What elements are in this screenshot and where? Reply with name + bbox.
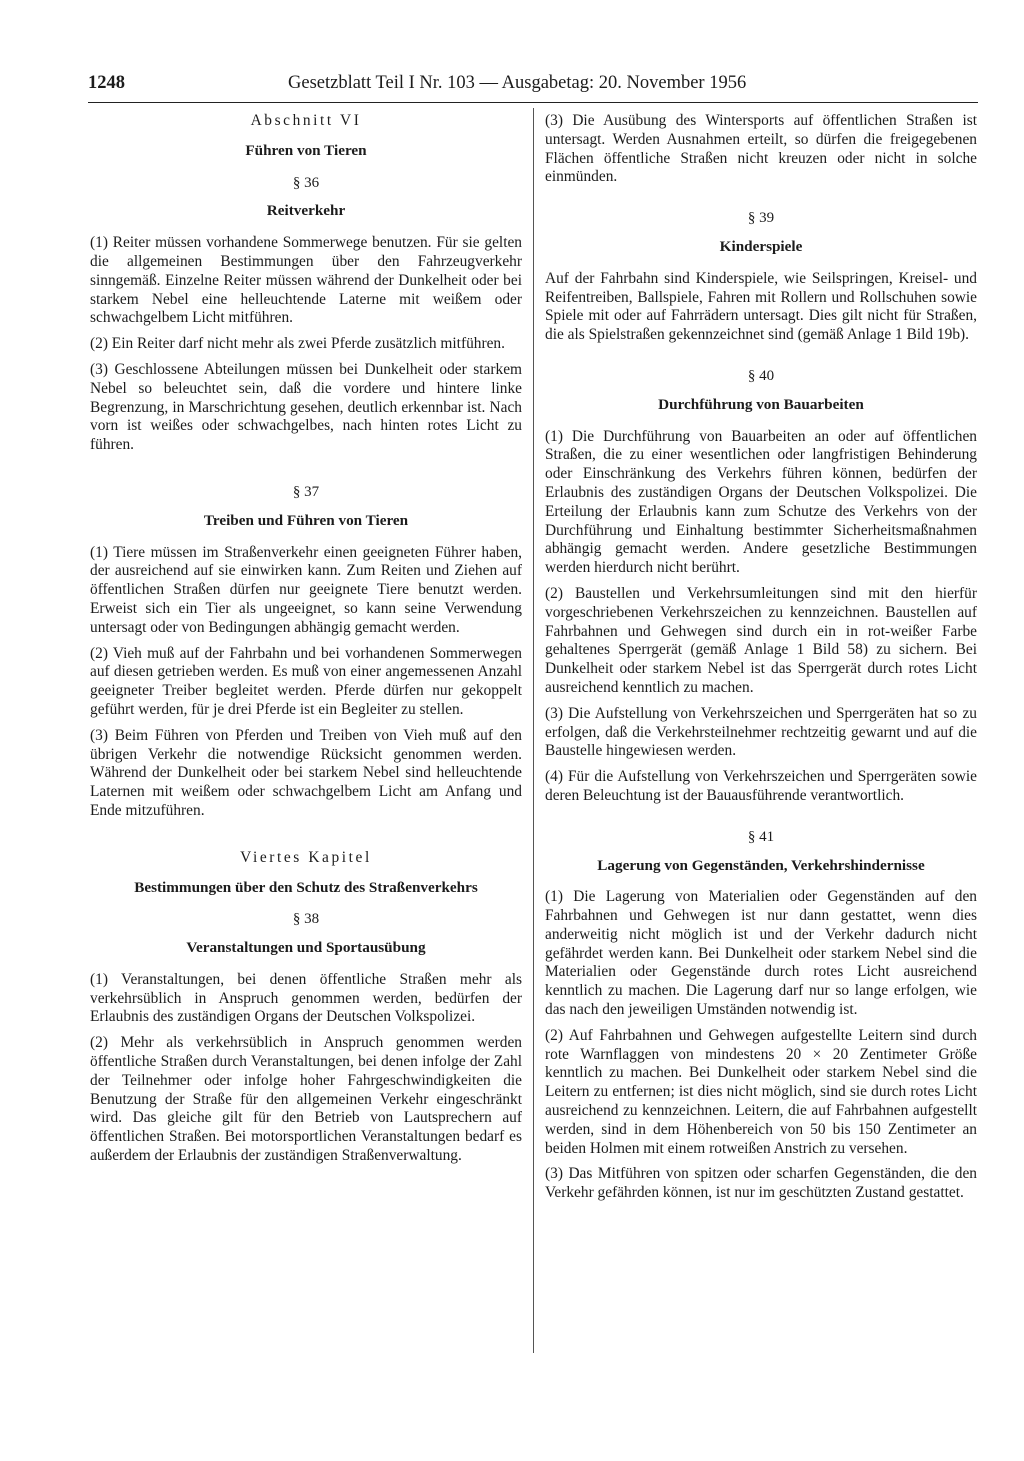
right-column (545, 112, 977, 1210)
section-heading-abschnitt: Abschnitt VI (250, 112, 362, 129)
paragraph-text: (3) Geschlossene Abteilungen müssen bei Dunkelheit oder starkem Nebel so beleuchtet sein, daß die vordere und hintere linke Begrenzung, in Marschrichtung gesehen, deutlich erkennbar ist. Nach vorn ist weißes oder schwachgelbes, nach hinten rotes Licht zu führen. (90, 360, 522, 454)
page-number: 1248 (88, 73, 125, 93)
paragraph-sign-36: § 36 (292, 174, 320, 191)
paragraph-text: (2) Vieh muß auf der Fahrbahn und bei vorhandenen Sommerwegen auf diesen getrieben werden. Es muß von einer angemessenen Anzahl geeigneter Treiber begleitet werden. Pferde dürfen nur gekoppelt geführt werden, für je drei Pferde ist ein Begleiter zu stellen. (90, 644, 522, 718)
paragraph-sign-40: § 40 (747, 367, 775, 384)
paragraph-sign-41: § 41 (747, 828, 775, 845)
paragraph-text: (3) Das Mitführen von spitzen oder scharfen Gegenständen, die den Verkehr gefährden können, ist nur im geschützten Zustand gestattet. (545, 1165, 977, 1202)
paragraph-sign-37: § 37 (292, 483, 320, 500)
paragraph-title-38: Veranstaltungen und Sportausübung (186, 939, 426, 957)
column-divider (533, 108, 534, 1353)
paragraph-title-39: Kinderspiele (719, 237, 803, 255)
paragraph-text: (3) Beim Führen von Pferden und Treiben von Vieh muß auf den übrigen Verkehr die notwendige Rücksicht genommen werden. Während der Dunkelheit oder bei starkem Nebel sind helleuchtende Laternen mit weißem oder schwachgelbem Licht am Anfang und Ende mitzuführen. (90, 726, 522, 819)
paragraph-text: (1) Die Durchführung von Bauarbeiten an oder auf öffentlichen Straßen, die zu einer wesentlichen oder langfristigen Behinderung oder Einschränkung des Verkehrs führen können, bedürfen der Erlaubnis des zuständigen Organs der Deutschen Volkspolizei. Die Erteilung der Erlaubnis kann zum Schutze des Verkehrs von der Durchführung und Einhaltung bestimmter Sicherheitsmaßnahmen abhängig gemacht werden. Andere gesetzliche Bestimmungen werden hierdurch nicht berührt. (545, 427, 977, 577)
paragraph-sign-38: § 38 (292, 911, 320, 928)
paragraph-title-36: Reitverkehr (266, 202, 346, 220)
paragraph-text: (1) Tiere müssen im Straßenverkehr einen geeigneten Führer haben, der ausreichend auf sie einwirken kann. Zum Reiten und Ziehen auf öffentlichen Straßen dürfen nur geeignete Tiere benutzt werden. Erweist sich ein Tier als ungeeignet, so kann seine Verwendung untersagt oder von Bedingungen abhängig gemacht werden. (90, 543, 522, 636)
paragraph-sign-39: § 39 (747, 210, 775, 227)
chapter-heading: Viertes Kapitel (240, 848, 372, 866)
paragraph-title-37: Treiben und Führen von Tieren (203, 511, 409, 529)
left-column (90, 112, 522, 1173)
paragraph-text: (3) Die Ausübung des Wintersports auf öffentlichen Straßen ist untersagt. Werden Ausnahmen erteilt, so dürfen die freigegebenen Flächen öffentliche Straßen nicht kreuzen oder nicht in solche einmünden. (545, 112, 977, 186)
paragraph-text: (4) Für die Aufstellung von Verkehrszeichen und Sperrgeräten sowie deren Beleuchtung ist der Bauausführende verantwortlich. (545, 768, 977, 804)
chapter-title: Bestimmungen über den Schutz des Straßenverkehrs (134, 878, 478, 896)
page-header (88, 72, 978, 103)
paragraph-title-40: Durchführung von Bauarbeiten (658, 395, 864, 413)
paragraph-text: (1) Reiter müssen vorhandene Sommerwege benutzen. Für sie gelten die allgemeinen Bestimmungen über den Fahrzeugverkehr sinngemäß. Einzelne Reiter müssen während der Dunkelheit oder bei starkem Nebel eine helleuchtende Laterne mit weißem oder schwachgelbem Licht mitführen. (90, 234, 522, 327)
paragraph-title-41: Lagerung von Gegenständen, Verkehrshindernisse (597, 856, 925, 874)
paragraph-text: (1) Die Lagerung von Materialien oder Gegenständen auf den Fahrbahnen und Gehwegen ist nur dann gestattet, wenn dies anderweitig nicht möglich ist und der Verkehr dadurch nicht gefährdet werden kann. Bei Dunkelheit oder starkem Nebel sind die Materialien oder Gegenstände durch rotes Licht ausreichend kenntlich zu machen. Die Lagerung darf nur so lange erfolgen, wie das nach den jeweiligen Umständen notwendig ist. (545, 888, 977, 1019)
paragraph-text: (3) Die Aufstellung von Verkehrszeichen und Sperrgeräten hat so zu erfolgen, daß die Verkehrsteilnehmer rechtzeitig gewarnt und auf die Baustelle hingewiesen werden. (545, 704, 977, 760)
paragraph-text: (2) Ein Reiter darf nicht mehr als zwei Pferde zusätzlich mitführen. (90, 335, 505, 353)
paragraph-text: (1) Veranstaltungen, bei denen öffentliche Straßen mehr als verkehrsüblich in Anspruch genommen werden, bedürfen der Erlaubnis des zuständigen Organs der Deutschen Volkspolizei. (90, 970, 522, 1026)
paragraph-text: (2) Baustellen und Verkehrsumleitungen sind mit den hierfür vorgeschriebenen Verkehrszeichen zu kennzeichnen. Baustellen auf Fahrbahnen und Gehwegen sind durch ein in rot-weißer Farbe gehaltenes Sperrgerät (gemäß Anlage 1 Bild 58) zu sichern. Bei Dunkelheit oder starkem Nebel ist das Sperrgerät durch rotes Licht ausreichend kenntlich zu machen. (545, 584, 977, 696)
paragraph-text: (2) Auf Fahrbahnen und Gehwegen aufgestellte Leitern sind durch rote Warnflaggen von mindestens 20 × 20 Zentimeter Größe kenntlich zu machen. Bei Dunkelheit oder starkem Nebel sind die Leitern zu entfernen; ist dies nicht möglich, sind sie durch rotes Licht ausreichend zu kennzeichnen. Leitern, die auf Fahrbahnen aufgestellt werden, sind in dem Höhenbereich von 50 bis 150 Zentimeter an beiden Holmen mit einem rotweißen Anstrich zu versehen. (545, 1026, 977, 1157)
section-title-abschnitt: Führen von Tieren (245, 141, 367, 159)
paragraph-text: (2) Mehr als verkehrsüblich in Anspruch genommen werden öffentliche Straßen durch Veranstaltungen, bei denen infolge der Zahl der Teilnehmer oder infolge hoher Fahrgeschwindigkeiten die Benutzung der Straße für den allgemeinen Verkehr eingeschränkt wird. Das gleiche gilt für den Betrieb von Lautsprechern auf öffentlichen Straßen. Bei motorsportlichen Veranstaltungen bedarf es außerdem der Erlaubnis der zuständigen Straßenverwaltung. (90, 1034, 522, 1165)
running-title: Gesetzblatt Teil I Nr. 103 — Ausgabetag: 20. November 1956 (288, 73, 747, 93)
paragraph-text: Auf der Fahrbahn sind Kinderspiele, wie Seilspringen, Kreisel- und Reifentreiben, Ballspiele, Fahren mit Rollern und Rollschuhen sowie Spiele mit oder auf Fahrrädern untersagt. Dies gilt nicht für Straßen, die als Spielstraßen gekennzeichnet sind (gemäß Anlage 1 Bild 19b). (545, 269, 977, 344)
